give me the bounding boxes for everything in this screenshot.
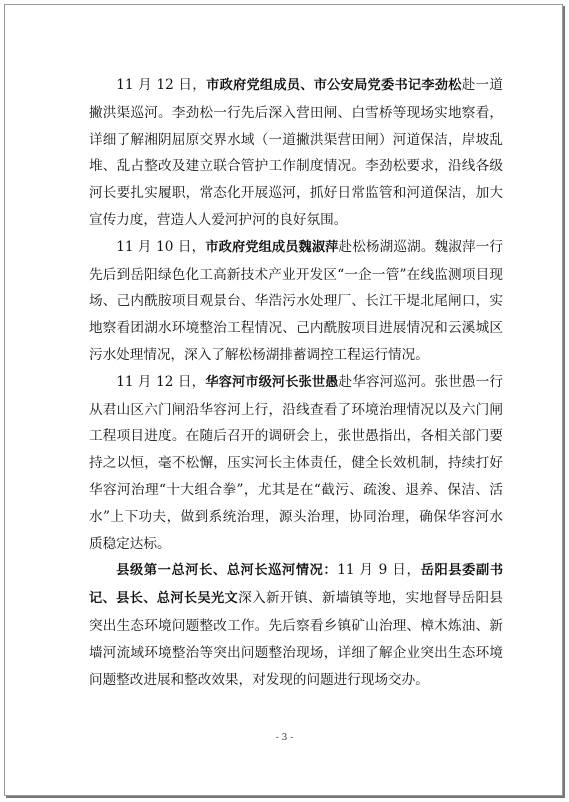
document-body xyxy=(89,72,503,693)
date-lead: 11 月 12 日， xyxy=(116,77,207,93)
date-lead: 11 月 12 日， xyxy=(116,373,206,390)
paragraph-li-jinsong xyxy=(89,72,503,234)
section-heading: 县级第一总河长、总河长巡河情况： xyxy=(116,563,338,579)
official-title: 市政府党组成员、市公安局党委书记李劲松 xyxy=(206,78,462,93)
paragraph-text: 赴华容河巡河。张世愚一行从君山区六门闸沿华容河上行，沿线查看了环境治理情况以及六门闸工程项目进度。在随后召开的调研会上，张世愚指出，各相关部门要持之以恒，毫不松懈，压实河长主体责任，健全长效机制，持续打好华容河治理“十大组合拳”，尤其是在“截污、疏浚、退养、保洁、活水”上下功夫，做到系统治理，源头治理，协同治理，确保华容河水质稳定达标。 xyxy=(89,373,504,552)
paragraph-text: 赴一道撇洪渠巡河。李劲松一行先后深入营田闸、白雪桥等现场实地察看，详细了解湘阴屈原交界水域（一道撇洪渠营田闸）河道保洁，岸坡乱堆、乱占整改及建立联合管护工作制度情况。李劲松要求，沿线各级河长要扎实履职，常态化开展巡河，抓好日常监管和河道保洁，加大宣传力度，营造人人爱河护河的良好氛围。 xyxy=(89,77,504,228)
paragraph-text: 深入新开镇、新墙镇等地，实地督导岳阳县突出生态环境问题整改工作。先后察看乡镇矿山治理、樟木炼油、新墙河流域环境整治等突出问题整治现场，详细了解企业突出生态环境问题整改进展和整改效果，对发现的问题进行现场交办。 xyxy=(89,590,504,688)
page-number: - 3 - xyxy=(275,733,294,743)
date-lead: 11 月 9 日， xyxy=(337,562,421,579)
official-title: 华容河市级河长张世愚 xyxy=(205,374,339,390)
paragraph-wei-shuping xyxy=(89,234,503,369)
date-lead: 11 月 10 日， xyxy=(116,238,206,255)
official-title: 市政府党组成员魏淑萍 xyxy=(205,239,339,255)
paragraph-text: 赴松杨湖巡湖。魏淑萍一行先后到岳阳绿色化工高新技术产业开发区“一企一管”在线监测项目现场、己内酰胺项目观景台、华浩污水处理厂、长江干堤北尾闸口，实地察看团湖水环境整治工程情况、己内酰胺项目进展情况和云溪城区污水处理情况，深入了解松杨湖排蓄调控工程运行情况。 xyxy=(89,238,504,363)
paragraph-county-chiefs xyxy=(89,557,503,693)
paragraph-zhang-shiyu xyxy=(89,369,503,558)
official-title: 岳阳县委副书记、县长、总河长吴光文 xyxy=(89,563,504,607)
